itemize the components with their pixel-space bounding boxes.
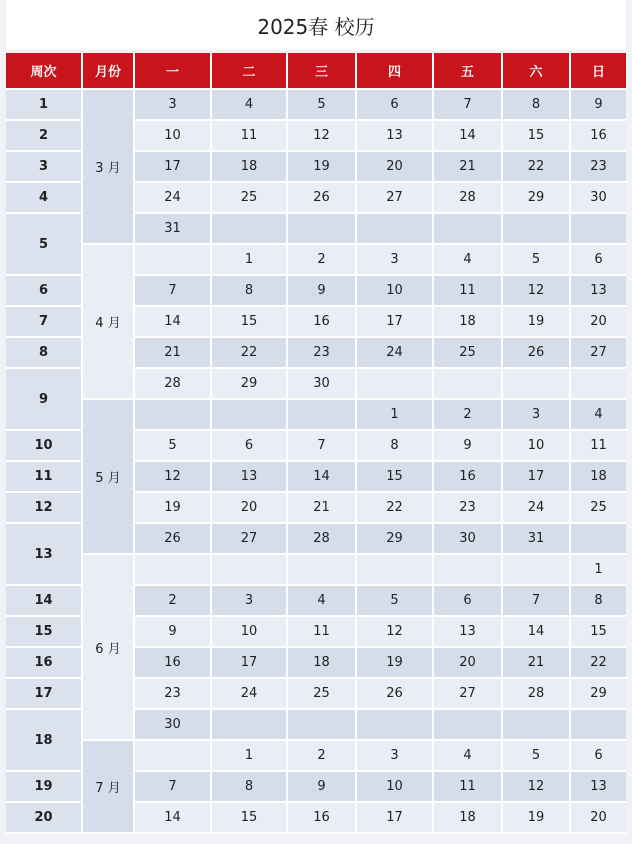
day-cell: 28 [288,524,357,555]
day-cell: 29 [357,524,434,555]
table-row [6,555,626,586]
day-cell: 30 [288,369,357,400]
day-cell [135,245,212,276]
day-cell: 15 [212,307,288,338]
day-cell: 27 [434,679,503,710]
day-cell: 24 [357,338,434,369]
week-number: 18 [6,710,83,772]
day-cell: 17 [357,803,434,834]
day-cell: 26 [357,679,434,710]
day-cell: 22 [212,338,288,369]
weekend-day-cell: 16 [571,121,626,152]
month-label: 6 月 [83,555,135,741]
weekend-day-cell: 12 [503,772,571,803]
week-number: 17 [6,679,83,710]
day-cell: 17 [212,648,288,679]
weekend-day-cell: 26 [503,338,571,369]
day-cell: 3 [212,586,288,617]
day-cell: 6 [212,431,288,462]
weekend-day-cell: 29 [571,679,626,710]
weekend-day-cell: 20 [571,803,626,834]
day-cell: 24 [135,183,212,214]
day-cell [434,555,503,586]
week-number: 7 [6,307,83,338]
day-cell: 7 [135,772,212,803]
week-number: 4 [6,183,83,214]
weekend-day-cell: 18 [571,462,626,493]
week-number: 19 [6,772,83,803]
week-number: 16 [6,648,83,679]
day-cell [357,710,434,741]
day-cell: 16 [135,648,212,679]
day-cell: 31 [135,214,212,245]
day-cell: 18 [288,648,357,679]
day-cell [135,555,212,586]
day-cell [135,741,212,772]
day-cell: 9 [135,617,212,648]
day-cell [212,214,288,245]
day-cell: 9 [288,276,357,307]
day-cell: 1 [212,741,288,772]
day-cell [357,214,434,245]
weekend-day-cell [503,555,571,586]
weekend-day-cell: 11 [571,431,626,462]
month-label: 5 月 [83,400,135,555]
day-cell: 21 [135,338,212,369]
day-cell: 25 [434,338,503,369]
school-calendar-table [6,53,626,834]
day-cell: 11 [212,121,288,152]
header-row [6,53,626,90]
header-month: 月份 [83,53,135,90]
day-cell: 10 [212,617,288,648]
weekend-day-cell: 22 [503,152,571,183]
header-sat: 六 [503,53,571,90]
day-cell: 7 [434,90,503,121]
weekend-day-cell [571,524,626,555]
day-cell: 17 [135,152,212,183]
day-cell: 19 [357,648,434,679]
week-number: 9 [6,369,83,431]
day-cell [288,214,357,245]
day-cell: 28 [434,183,503,214]
day-cell: 4 [434,741,503,772]
weekend-day-cell: 21 [503,648,571,679]
day-cell: 13 [434,617,503,648]
day-cell: 2 [288,741,357,772]
weekend-day-cell [503,710,571,741]
day-cell [212,400,288,431]
weekend-day-cell: 3 [503,400,571,431]
day-cell: 23 [434,493,503,524]
week-number: 3 [6,152,83,183]
day-cell [434,214,503,245]
day-cell: 20 [434,648,503,679]
weekend-day-cell: 9 [571,90,626,121]
day-cell: 12 [135,462,212,493]
day-cell: 20 [212,493,288,524]
day-cell: 2 [288,245,357,276]
day-cell: 20 [357,152,434,183]
weekend-day-cell [571,214,626,245]
header-fri: 五 [434,53,503,90]
weekend-day-cell: 23 [571,152,626,183]
header-sun: 日 [571,53,626,90]
day-cell [288,555,357,586]
table-row [6,90,626,121]
weekend-day-cell: 19 [503,803,571,834]
day-cell: 12 [357,617,434,648]
day-cell: 30 [135,710,212,741]
day-cell: 10 [357,276,434,307]
day-cell: 29 [212,369,288,400]
day-cell: 11 [288,617,357,648]
day-cell [288,400,357,431]
day-cell: 3 [357,741,434,772]
day-cell: 11 [434,772,503,803]
day-cell [135,400,212,431]
weekend-day-cell: 13 [571,772,626,803]
weekend-day-cell: 8 [503,90,571,121]
week-number: 6 [6,276,83,307]
header-mon: 一 [135,53,212,90]
day-cell: 15 [357,462,434,493]
day-cell: 8 [357,431,434,462]
day-cell: 1 [357,400,434,431]
day-cell: 12 [288,121,357,152]
weekend-day-cell: 6 [571,245,626,276]
weekend-day-cell: 28 [503,679,571,710]
day-cell: 13 [357,121,434,152]
day-cell: 19 [288,152,357,183]
day-cell: 3 [135,90,212,121]
day-cell: 15 [212,803,288,834]
day-cell: 5 [135,431,212,462]
week-number: 15 [6,617,83,648]
week-number: 13 [6,524,83,586]
day-cell: 24 [212,679,288,710]
week-number: 5 [6,214,83,276]
weekend-day-cell: 7 [503,586,571,617]
day-cell: 9 [288,772,357,803]
day-cell: 13 [212,462,288,493]
weekend-day-cell: 24 [503,493,571,524]
day-cell: 1 [212,245,288,276]
day-cell [434,369,503,400]
day-cell [288,710,357,741]
day-cell: 28 [135,369,212,400]
day-cell: 8 [212,276,288,307]
weekend-day-cell [503,214,571,245]
weekend-day-cell [571,369,626,400]
day-cell: 10 [357,772,434,803]
weekend-day-cell: 30 [571,183,626,214]
weekend-day-cell: 25 [571,493,626,524]
weekend-day-cell: 6 [571,741,626,772]
day-cell: 16 [288,307,357,338]
day-cell: 14 [135,307,212,338]
weekend-day-cell: 5 [503,245,571,276]
day-cell [357,555,434,586]
day-cell: 4 [288,586,357,617]
day-cell: 5 [357,586,434,617]
day-cell: 4 [434,245,503,276]
page-title: 2025春 校历 [6,0,626,50]
day-cell: 25 [212,183,288,214]
weekend-day-cell: 31 [503,524,571,555]
week-number: 1 [6,90,83,121]
day-cell: 14 [288,462,357,493]
day-cell: 7 [288,431,357,462]
week-number: 8 [6,338,83,369]
day-cell [212,555,288,586]
week-number: 10 [6,431,83,462]
day-cell: 6 [434,586,503,617]
weekend-day-cell: 10 [503,431,571,462]
month-label: 3 月 [83,90,135,245]
week-number: 12 [6,493,83,524]
day-cell [434,710,503,741]
day-cell: 18 [434,307,503,338]
day-cell: 14 [135,803,212,834]
weekend-day-cell: 15 [571,617,626,648]
day-cell: 10 [135,121,212,152]
weekend-day-cell [571,710,626,741]
table-row [6,400,626,431]
day-cell: 7 [135,276,212,307]
weekend-day-cell: 29 [503,183,571,214]
day-cell: 16 [288,803,357,834]
day-cell: 25 [288,679,357,710]
day-cell: 14 [434,121,503,152]
header-wed: 三 [288,53,357,90]
header-tue: 二 [212,53,288,90]
header-week: 周次 [6,53,83,90]
weekend-day-cell: 22 [571,648,626,679]
day-cell: 2 [135,586,212,617]
month-label: 7 月 [83,741,135,834]
day-cell: 5 [288,90,357,121]
day-cell: 21 [434,152,503,183]
day-cell: 23 [288,338,357,369]
week-number: 14 [6,586,83,617]
day-cell: 21 [288,493,357,524]
month-label: 4 月 [83,245,135,400]
weekend-day-cell: 27 [571,338,626,369]
weekend-day-cell: 13 [571,276,626,307]
table-row [6,245,626,276]
day-cell: 17 [357,307,434,338]
day-cell: 27 [357,183,434,214]
day-cell: 16 [434,462,503,493]
day-cell: 27 [212,524,288,555]
day-cell: 26 [288,183,357,214]
weekend-day-cell: 8 [571,586,626,617]
header-thu: 四 [357,53,434,90]
day-cell: 19 [135,493,212,524]
weekend-day-cell: 5 [503,741,571,772]
week-number: 20 [6,803,83,834]
table-row [6,741,626,772]
day-cell: 18 [434,803,503,834]
week-number: 11 [6,462,83,493]
day-cell: 2 [434,400,503,431]
weekend-day-cell: 12 [503,276,571,307]
weekend-day-cell: 4 [571,400,626,431]
weekend-day-cell: 19 [503,307,571,338]
day-cell: 9 [434,431,503,462]
day-cell: 3 [357,245,434,276]
week-number: 2 [6,121,83,152]
day-cell: 11 [434,276,503,307]
weekend-day-cell: 15 [503,121,571,152]
weekend-day-cell: 17 [503,462,571,493]
weekend-day-cell: 20 [571,307,626,338]
weekend-day-cell: 14 [503,617,571,648]
day-cell [212,710,288,741]
day-cell: 18 [212,152,288,183]
day-cell: 8 [212,772,288,803]
weekend-day-cell: 1 [571,555,626,586]
day-cell: 4 [212,90,288,121]
weekend-day-cell [503,369,571,400]
day-cell: 22 [357,493,434,524]
day-cell: 30 [434,524,503,555]
day-cell: 6 [357,90,434,121]
day-cell: 23 [135,679,212,710]
day-cell: 26 [135,524,212,555]
day-cell [357,369,434,400]
